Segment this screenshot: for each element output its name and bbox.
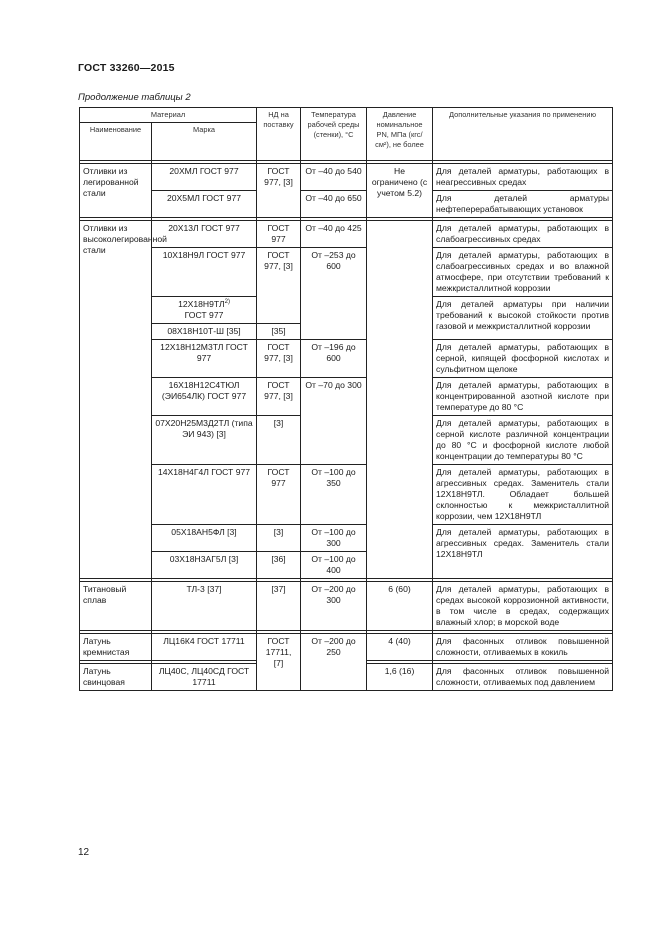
material-grade: 12Х18Н12М3ТЛ ГОСТ 977 xyxy=(152,340,257,378)
material-temperature: От –40 до 540 xyxy=(301,164,367,191)
material-pressure: 4 (40) xyxy=(367,634,433,661)
table-row xyxy=(80,582,613,631)
material-name: Отливки из легированной стали xyxy=(80,164,152,218)
material-note: Для деталей арматуры, работающих в серной, кипящей фосфорной кислотах и сульфитном щелоке xyxy=(433,340,613,378)
header-notes: Дополнительные указания по применению xyxy=(433,108,613,161)
material-note: Для деталей арматуры, работающих в слабоагрессивных средах и во влажной атмосфере, при отсутствии требований к межкристаллитной коррозии xyxy=(433,248,613,297)
material-pressure-empty xyxy=(367,221,433,579)
material-note: Для деталей арматуры, работающих в агрессивных средах. Заменитель стали 12Х18Н9ТЛ. Обладает большей склонностью к межкристаллитной коррозии, чем 12Х18Н9ТЛ xyxy=(433,465,613,525)
table-row xyxy=(80,340,613,378)
material-note: Для фасонных отливок повышенной сложности, отливаемых в кокиль xyxy=(433,634,613,661)
material-grade: 14Х18Н4Г4Л ГОСТ 977 xyxy=(152,465,257,525)
material-nd: ГОСТ 977, [3] xyxy=(257,164,301,218)
material-pressure: 6 (60) xyxy=(367,582,433,631)
document-title: ГОСТ 33260—2015 xyxy=(78,62,175,74)
materials-table xyxy=(79,107,613,691)
material-temperature: От –100 до 400 xyxy=(301,552,367,579)
material-grade: 20Х5МЛ ГОСТ 977 xyxy=(152,191,257,218)
material-temperature: От –200 до 300 xyxy=(301,582,367,631)
material-temperature: От –253 до 600 xyxy=(301,248,367,340)
material-temperature: От –70 до 300 xyxy=(301,378,367,465)
table-row xyxy=(80,221,613,248)
material-grade: ТЛ-3 [37] xyxy=(152,582,257,631)
material-grade: 20Х13Л ГОСТ 977 xyxy=(152,221,257,248)
material-nd: [3] xyxy=(257,416,301,465)
material-nd: ГОСТ 17711, [7] xyxy=(257,634,301,691)
material-note: Для фасонных отливок повышенной сложности, отливаемых под давлением xyxy=(433,664,613,691)
material-nd: [36] xyxy=(257,552,301,579)
material-grade: 05Х18АН5ФЛ [3] xyxy=(152,525,257,552)
material-name: Титановый сплав xyxy=(80,582,152,631)
table-row xyxy=(80,164,613,191)
material-grade: 07Х20Н25М3Д2ТЛ (типа ЭИ 943) [3] xyxy=(152,416,257,465)
table-row xyxy=(80,465,613,525)
material-nd: ГОСТ 977 xyxy=(257,221,301,248)
table-row xyxy=(80,378,613,416)
header-temperature: Температура рабочей среды (стенки), °C xyxy=(301,108,367,161)
material-temperature: От –100 до 350 xyxy=(301,465,367,525)
header-name: Наименование xyxy=(80,123,152,161)
material-temperature: От –200 до 250 xyxy=(301,634,367,691)
material-name: Латунь кремнистая xyxy=(80,634,152,661)
material-grade: 10Х18Н9Л ГОСТ 977 xyxy=(152,248,257,297)
page-number: 12 xyxy=(78,847,90,858)
table-continuation-label: Продолжение таблицы 2 xyxy=(78,92,191,103)
material-note: Для деталей арматуры нефтеперерабатывающих установок xyxy=(433,191,613,218)
material-grade: ЛЦ40С, ЛЦ40СД ГОСТ 17711 xyxy=(152,664,257,691)
header-grade: Марка xyxy=(152,123,257,161)
material-name: Отливки из высоколегированной стали xyxy=(80,221,152,579)
table-row xyxy=(80,191,613,218)
material-grade: 20ХМЛ ГОСТ 977 xyxy=(152,164,257,191)
material-note: Для деталей арматуры, работающих в серной кислоте различной концентрации до 80 °С и фосфорной кислоте любой концентрации до температуры 80 °С xyxy=(433,416,613,465)
material-grade: 12Х18Н9ТЛ$^{2)}$ ГОСТ 977 xyxy=(152,297,257,324)
table-row xyxy=(80,248,613,297)
material-grade: 08Х18Н10Т-Ш [35] xyxy=(152,324,257,340)
material-nd: [37] xyxy=(257,582,301,631)
material-note: Для деталей арматуры при наличии требований к высокой стойкости против газовой и межкристаллитной коррозии xyxy=(433,297,613,340)
header-nd: НД на поставку xyxy=(257,108,301,161)
material-note: Для деталей арматуры, работающих в агрессивных средах. Заменитель стали 12Х18Н9ТЛ xyxy=(433,525,613,579)
material-nd: ГОСТ 977, [3] xyxy=(257,340,301,378)
material-pressure: 1,6 (16) xyxy=(367,664,433,691)
material-note: Для деталей арматуры, работающих в средах высокой коррозионной активности, в том числе в средах, содержащих влажный хлор; в морской воде xyxy=(433,582,613,631)
material-note: Для деталей арматуры, работающих в слабоагрессивных средах xyxy=(433,221,613,248)
material-nd: ГОСТ 977 xyxy=(257,465,301,525)
material-grade: 03Х18Н3АГ5Л [3] xyxy=(152,552,257,579)
header-material: Материал xyxy=(80,108,257,123)
material-name: Латунь свинцовая xyxy=(80,664,152,691)
material-temperature: От –100 до 300 xyxy=(301,525,367,552)
material-nd: ГОСТ 977, [3] xyxy=(257,248,301,324)
material-nd: ГОСТ 977, [3] xyxy=(257,378,301,416)
table-row xyxy=(80,525,613,552)
material-temperature: От –40 до 425 xyxy=(301,221,367,248)
material-grade: ЛЦ16К4 ГОСТ 17711 xyxy=(152,634,257,661)
material-temperature: От –40 до 650 xyxy=(301,191,367,218)
material-pressure: Не ограничено (с учетом 5.2) xyxy=(367,164,433,218)
material-note: Для деталей арматуры, работающих в концентрированной азотной кислоте при температуре до 80 °С xyxy=(433,378,613,416)
material-grade: 16Х18Н12С4ТЮЛ (ЭИ654ЛК) ГОСТ 977 xyxy=(152,378,257,416)
header-pressure: Давление номинальное PN, МПа (кгс/см²), не более xyxy=(367,108,433,161)
material-nd: [3] xyxy=(257,525,301,552)
material-note: Для деталей арматуры, работающих в неагрессивных средах xyxy=(433,164,613,191)
table-row xyxy=(80,634,613,661)
material-nd: [35] xyxy=(257,324,301,340)
material-temperature: От –196 до 600 xyxy=(301,340,367,378)
